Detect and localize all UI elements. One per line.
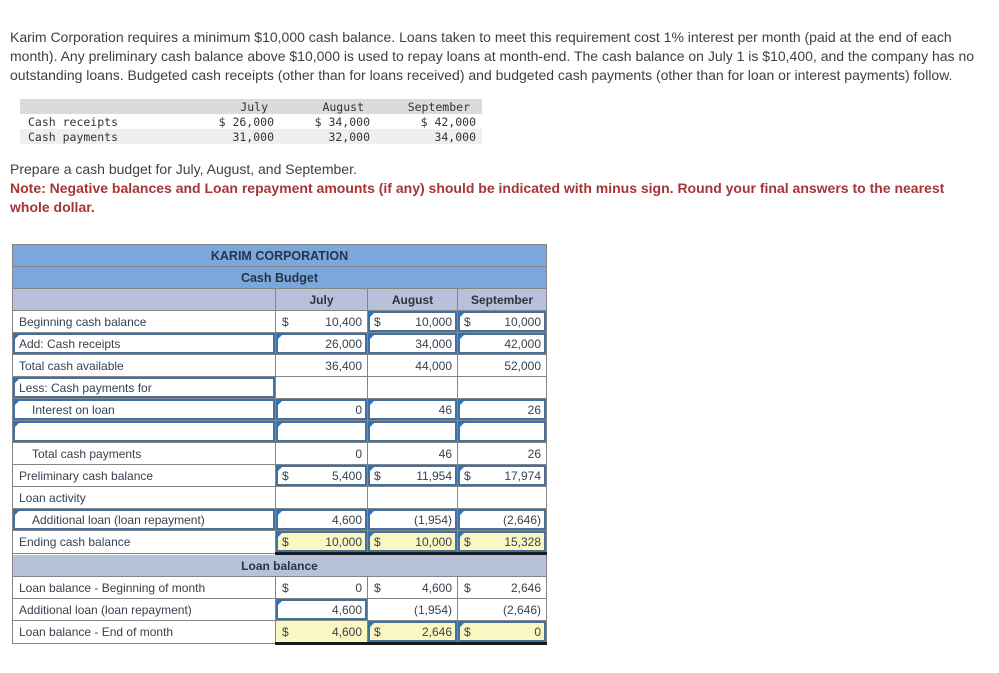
answer-flag-icon xyxy=(458,465,466,473)
answer-flag-icon xyxy=(368,621,376,629)
ending-cash-balance-september[interactable]: $ 15,328 xyxy=(458,531,547,554)
total-cash-payments-september: 26 xyxy=(458,443,547,465)
less-cash-payments-august xyxy=(368,377,458,399)
additional-loan-section-july[interactable]: 4,600 xyxy=(276,599,368,621)
loan-balance-beginning-august: $ 4,600 xyxy=(368,577,458,599)
answer-flag-icon xyxy=(368,509,376,517)
given-col-july: July xyxy=(240,99,268,114)
answer-flag-icon xyxy=(458,621,466,629)
row-less-cash-payments xyxy=(13,377,547,399)
cash-receipts-august: $ 34,000 xyxy=(314,114,370,129)
row-blank-payment-item xyxy=(13,421,547,443)
loan-balance-end-august[interactable]: $ 2,646 xyxy=(368,621,458,644)
label-total-cash-available: Total cash available xyxy=(13,355,276,377)
label-loan-balance-end: Loan balance - End of month xyxy=(13,621,276,644)
row-loan-activity xyxy=(13,487,547,509)
ending-cash-balance-july[interactable]: $ 10,000 xyxy=(276,531,368,554)
row-additional-loan xyxy=(13,509,547,531)
beginning-cash-balance-august[interactable]: $ 10,000 xyxy=(368,311,458,333)
prepare-instruction: Prepare a cash budget for July, August, and September. xyxy=(10,161,357,177)
budget-subtitle: Cash Budget xyxy=(13,267,547,289)
answer-flag-icon xyxy=(458,531,466,539)
loan-balance-end-july: $ 4,600 xyxy=(276,621,368,644)
given-label-cash-payments: Cash payments xyxy=(28,129,119,144)
answer-flag-icon xyxy=(276,509,284,517)
company-title: KARIM CORPORATION xyxy=(13,245,547,267)
total-cash-available-september: 52,000 xyxy=(458,355,547,377)
cash-payments-july: 31,000 xyxy=(232,129,274,144)
loan-balance-beginning-september: $ 2,646 xyxy=(458,577,547,599)
answer-flag-icon xyxy=(458,333,466,341)
label-beginning-cash-balance: Beginning cash balance xyxy=(13,311,276,333)
answer-flag-icon xyxy=(276,333,284,341)
label-ending-cash-balance: Ending cash balance xyxy=(13,531,276,554)
less-cash-payments-september xyxy=(458,377,547,399)
loan-balance-beginning-july: $ 0 xyxy=(276,577,368,599)
answer-flag-icon xyxy=(368,399,376,407)
month-header-august: August xyxy=(368,289,458,311)
answer-flag-icon xyxy=(13,509,21,517)
answer-flag-icon xyxy=(368,311,376,319)
label-loan-balance-beginning: Loan balance - Beginning of month xyxy=(13,577,276,599)
answer-flag-icon xyxy=(276,465,284,473)
given-row-cash-receipts xyxy=(20,114,482,129)
answer-flag-icon xyxy=(276,599,284,607)
label-blank-payment-item[interactable] xyxy=(13,421,276,443)
answer-flag-icon xyxy=(13,421,21,429)
preliminary-cash-balance-august[interactable]: $ 11,954 xyxy=(368,465,458,487)
loan-balance-end-september[interactable]: $ 0 xyxy=(458,621,547,644)
less-cash-payments-july xyxy=(276,377,368,399)
note-instruction: Note: Negative balances and Loan repayment amounts (if any) should be indicated with minus sign. Round your final answers to the nearest whole dollar. xyxy=(10,180,945,215)
given-data-table xyxy=(20,99,482,144)
cash-receipts-july: $ 26,000 xyxy=(218,114,274,129)
total-cash-available-july: 36,400 xyxy=(276,355,368,377)
total-cash-available-august: 44,000 xyxy=(368,355,458,377)
preliminary-cash-balance-july[interactable]: $ 5,400 xyxy=(276,465,368,487)
row-interest-on-loan xyxy=(13,399,547,421)
additional-loan-august[interactable]: (1,954) xyxy=(368,509,458,531)
cash-payments-august: 32,000 xyxy=(328,129,370,144)
row-ending-cash-balance xyxy=(13,531,547,554)
total-cash-payments-august: 46 xyxy=(368,443,458,465)
blank-payment-september[interactable] xyxy=(458,421,547,443)
answer-flag-icon xyxy=(13,377,21,385)
label-add-cash-receipts[interactable]: Add: Cash receipts xyxy=(13,333,276,355)
answer-flag-icon xyxy=(368,333,376,341)
label-total-cash-payments: Total cash payments xyxy=(13,443,276,465)
given-label-cash-receipts: Cash receipts xyxy=(28,114,119,129)
cash-receipts-input-july[interactable]: 26,000 xyxy=(276,333,368,355)
row-loan-balance-beginning xyxy=(13,577,547,599)
row-total-cash-payments xyxy=(13,443,547,465)
beginning-cash-balance-july: $ 10,400 xyxy=(276,311,368,333)
blank-payment-august[interactable] xyxy=(368,421,458,443)
answer-flag-icon xyxy=(458,421,466,429)
budget-title-row xyxy=(13,245,547,267)
beginning-cash-balance-september[interactable]: $ 10,000 xyxy=(458,311,547,333)
interest-on-loan-august[interactable]: 46 xyxy=(368,399,458,421)
cash-payments-september: 34,000 xyxy=(434,129,476,144)
answer-flag-icon xyxy=(276,531,284,539)
answer-flag-icon xyxy=(13,399,21,407)
interest-on-loan-july[interactable]: 0 xyxy=(276,399,368,421)
month-header-row xyxy=(13,289,547,311)
problem-statement: Karim Corporation requires a minimum $10,000 cash balance. Loans taken to meet this requirement cost 1% interest per month (paid at the end of each month). Any preliminary cash balance above $10,000 is used to repay loans at month-end. The cash balance on July 1 is $10,400, and the company has no outstanding loans. Budgeted cash receipts (other than for loans received) and budgeted cash payments (other than for loan or interest payments) follow. xyxy=(10,29,975,83)
cash-receipts-input-september[interactable]: 42,000 xyxy=(458,333,547,355)
label-less-cash-payments[interactable]: Less: Cash payments for xyxy=(13,377,276,399)
answer-flag-icon xyxy=(458,399,466,407)
label-additional-loan-section: Additional loan (loan repayment) xyxy=(13,599,276,621)
additional-loan-july[interactable]: 4,600 xyxy=(276,509,368,531)
answer-flag-icon xyxy=(276,399,284,407)
ending-cash-balance-august[interactable]: $ 10,000 xyxy=(368,531,458,554)
month-header-corner xyxy=(13,289,276,311)
loan-activity-september xyxy=(458,487,547,509)
row-preliminary-cash-balance xyxy=(13,465,547,487)
additional-loan-section-august: (1,954) xyxy=(368,599,458,621)
cash-receipts-input-august[interactable]: 34,000 xyxy=(368,333,458,355)
label-loan-activity: Loan activity xyxy=(13,487,276,509)
loan-balance-section-row xyxy=(13,554,547,577)
answer-flag-icon xyxy=(368,465,376,473)
row-add-cash-receipts xyxy=(13,333,547,355)
row-loan-balance-end xyxy=(13,621,547,644)
answer-flag-icon xyxy=(13,333,21,341)
loan-activity-august xyxy=(368,487,458,509)
loan-activity-july xyxy=(276,487,368,509)
label-preliminary-cash-balance: Preliminary cash balance xyxy=(13,465,276,487)
given-data-header-row xyxy=(20,99,482,114)
cash-budget-table xyxy=(12,244,547,645)
interest-on-loan-september[interactable]: 26 xyxy=(458,399,547,421)
loan-balance-section-header: Loan balance xyxy=(13,554,547,577)
additional-loan-september[interactable]: (2,646) xyxy=(458,509,547,531)
given-row-cash-payments xyxy=(20,129,482,144)
cash-receipts-september: $ 42,000 xyxy=(420,114,476,129)
row-total-cash-available xyxy=(13,355,547,377)
given-data-corner xyxy=(20,99,190,114)
answer-flag-icon xyxy=(458,509,466,517)
month-header-september: September xyxy=(458,289,547,311)
row-beginning-cash-balance xyxy=(13,311,547,333)
label-interest-on-loan[interactable]: Interest on loan xyxy=(13,399,276,421)
answer-flag-icon xyxy=(368,421,376,429)
answer-flag-icon xyxy=(276,421,284,429)
answer-flag-icon xyxy=(458,311,466,319)
preliminary-cash-balance-september[interactable]: $ 17,974 xyxy=(458,465,547,487)
blank-payment-july[interactable] xyxy=(276,421,368,443)
given-col-august: August xyxy=(322,99,364,114)
given-col-september: September xyxy=(407,99,470,114)
answer-flag-icon xyxy=(368,531,376,539)
budget-subtitle-row xyxy=(13,267,547,289)
month-header-july: July xyxy=(276,289,368,311)
total-cash-payments-july: 0 xyxy=(276,443,368,465)
row-additional-loan-section xyxy=(13,599,547,621)
label-additional-loan[interactable]: Additional loan (loan repayment) xyxy=(13,509,276,531)
additional-loan-section-september: (2,646) xyxy=(458,599,547,621)
